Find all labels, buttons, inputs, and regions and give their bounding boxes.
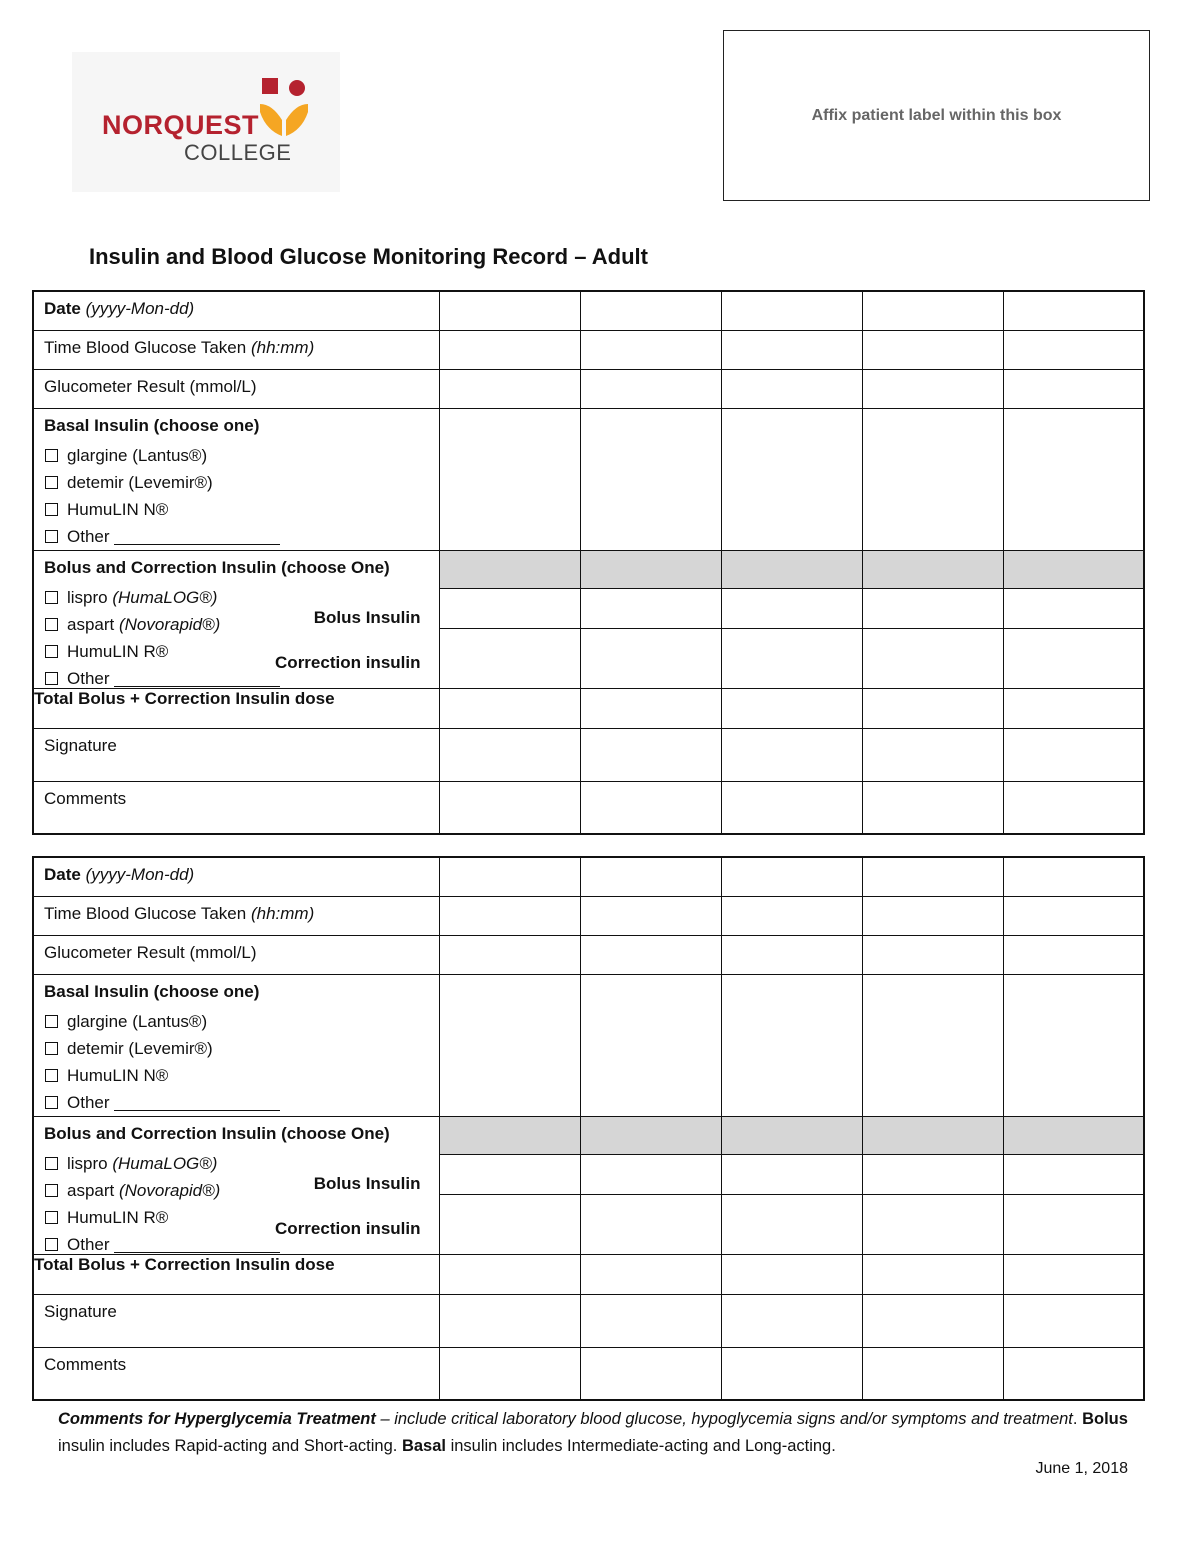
entry-cell[interactable] <box>721 408 862 550</box>
entry-cell[interactable] <box>721 688 862 728</box>
checkbox[interactable] <box>45 1015 58 1028</box>
shaded-cell <box>862 550 1003 588</box>
time-label: Time Blood Glucose Taken (hh:mm) <box>33 330 439 369</box>
entry-cell[interactable] <box>580 1154 721 1194</box>
footer-intro: Comments for Hyperglycemia Treatment <box>58 1410 376 1428</box>
checkbox[interactable] <box>45 591 58 604</box>
entry-cell[interactable] <box>862 896 1003 935</box>
basal-insulin-section <box>33 974 439 1116</box>
entry-cell[interactable] <box>580 781 721 834</box>
entry-cell[interactable] <box>862 1154 1003 1194</box>
entry-cell[interactable] <box>862 857 1003 896</box>
entry-cell[interactable] <box>439 688 580 728</box>
entry-cell[interactable] <box>721 1195 862 1254</box>
entry-cell[interactable] <box>439 1154 580 1194</box>
glucometer-label: Glucometer Result (mmol/L) <box>33 935 439 974</box>
entry-cell[interactable] <box>439 935 580 974</box>
entry-cell[interactable] <box>439 1347 580 1400</box>
signature-label: Signature <box>33 728 439 781</box>
glucometer-label: Glucometer Result (mmol/L) <box>33 369 439 408</box>
entry-cell[interactable] <box>862 781 1003 834</box>
entry-cell[interactable] <box>1003 1154 1144 1194</box>
bolus-option[interactable]: HumuLIN R® <box>44 638 429 665</box>
shaded-cell <box>580 1116 721 1154</box>
entry-cell[interactable] <box>721 1294 862 1347</box>
entry-cell[interactable] <box>721 974 862 1116</box>
patient-label-box <box>723 30 1150 201</box>
entry-cell[interactable] <box>721 781 862 834</box>
checkbox[interactable] <box>45 476 58 489</box>
logo-name: NORQUEST <box>102 110 260 140</box>
entry-cell[interactable] <box>580 291 721 330</box>
total-label: Total Bolus + Correction Insulin dose <box>33 1254 439 1294</box>
entry-cell[interactable] <box>580 369 721 408</box>
checkbox[interactable] <box>45 1069 58 1082</box>
bolus-option[interactable]: HumuLIN R® <box>44 1204 429 1231</box>
entry-cell[interactable] <box>1003 1254 1144 1294</box>
other-blank[interactable] <box>114 1096 280 1111</box>
entry-cell[interactable] <box>862 408 1003 550</box>
basal-option[interactable]: HumuLIN N® <box>44 1062 429 1089</box>
bolus-heading: Bolus and Correction Insulin (choose One) <box>44 557 390 577</box>
other-blank[interactable] <box>114 530 280 545</box>
entry-cell[interactable] <box>862 291 1003 330</box>
bolus-option[interactable]: Other <box>44 1231 429 1258</box>
total-row <box>33 1254 1144 1294</box>
entry-cell[interactable] <box>1003 588 1144 628</box>
entry-cell[interactable] <box>1003 781 1144 834</box>
entry-cell[interactable] <box>862 728 1003 781</box>
footer-basal-word: Basal <box>401 1437 446 1455</box>
entry-cell[interactable] <box>439 728 580 781</box>
entry-cell[interactable] <box>721 857 862 896</box>
entry-cell[interactable] <box>439 330 580 369</box>
entry-cell[interactable] <box>721 1154 862 1194</box>
entry-cell[interactable] <box>721 728 862 781</box>
entry-cell[interactable] <box>580 408 721 550</box>
entry-cell[interactable] <box>1003 629 1144 688</box>
shaded-cell <box>580 550 721 588</box>
checkbox[interactable] <box>45 672 58 685</box>
checkbox[interactable] <box>45 1211 58 1224</box>
entry-cell[interactable] <box>1003 1347 1144 1400</box>
entry-cell[interactable] <box>1003 974 1144 1116</box>
entry-cell[interactable] <box>1003 330 1144 369</box>
entry-cell[interactable] <box>580 1294 721 1347</box>
entry-cell[interactable] <box>439 974 580 1116</box>
basal-option[interactable]: Other <box>44 1089 429 1116</box>
entry-cell[interactable] <box>580 896 721 935</box>
entry-cell[interactable] <box>439 291 580 330</box>
comments-row <box>33 1347 1144 1400</box>
shaded-cell <box>439 1116 580 1154</box>
shaded-cell <box>721 550 862 588</box>
entry-cell[interactable] <box>721 896 862 935</box>
entry-cell[interactable] <box>439 369 580 408</box>
entry-cell[interactable] <box>862 330 1003 369</box>
basal-option[interactable]: detemir (Levemir®) <box>44 1035 429 1062</box>
entry-cell[interactable] <box>721 588 862 628</box>
entry-cell[interactable] <box>439 781 580 834</box>
glucometer-row <box>33 935 1144 974</box>
shaded-cell <box>721 1116 862 1154</box>
entry-cell[interactable] <box>580 330 721 369</box>
entry-cell[interactable] <box>862 688 1003 728</box>
entry-cell[interactable] <box>580 1347 721 1400</box>
correction-insulin-label: Correction insulin <box>275 1218 421 1238</box>
entry-cell[interactable] <box>862 629 1003 688</box>
checkbox[interactable] <box>45 1042 58 1055</box>
basal-row <box>33 408 1144 550</box>
entry-cell[interactable] <box>721 629 862 688</box>
checkbox[interactable] <box>45 618 58 631</box>
entry-cell[interactable] <box>1003 688 1144 728</box>
bolus-insulin-label: Bolus Insulin <box>313 607 421 627</box>
logo-sub: COLLEGE <box>184 140 292 165</box>
entry-cell[interactable] <box>1003 857 1144 896</box>
entry-cell[interactable] <box>1003 408 1144 550</box>
bolus-option[interactable]: aspart (Novorapid®) <box>44 1177 429 1204</box>
total-label: Total Bolus + Correction Insulin dose <box>33 688 439 728</box>
basal-heading: Basal Insulin (choose one) <box>44 415 260 435</box>
entry-cell[interactable] <box>862 935 1003 974</box>
entry-cell[interactable] <box>439 896 580 935</box>
basal-heading: Basal Insulin (choose one) <box>44 981 260 1001</box>
signature-row <box>33 1294 1144 1347</box>
checkbox[interactable] <box>45 530 58 543</box>
entry-cell[interactable] <box>580 935 721 974</box>
entry-cell[interactable] <box>580 728 721 781</box>
entry-cell[interactable] <box>439 1195 580 1254</box>
basal-option[interactable]: detemir (Levemir®) <box>44 469 429 496</box>
bolus-insulin-section <box>33 550 439 688</box>
comments-label: Comments <box>33 1347 439 1400</box>
entry-cell[interactable] <box>439 1254 580 1294</box>
bolus-insulin-label: Bolus Insulin <box>313 1173 421 1193</box>
entry-cell[interactable] <box>580 1195 721 1254</box>
basal-row <box>33 974 1144 1116</box>
checkbox[interactable] <box>45 1157 58 1170</box>
entry-cell[interactable] <box>1003 935 1144 974</box>
entry-cell[interactable] <box>1003 896 1144 935</box>
checkbox[interactable] <box>45 449 58 462</box>
footer-note: Comments for Hyperglycemia Treatment – include critical laboratory blood glucose, hypoglycemia signs and/or symptoms and treatment. Bolus insulin includes Rapid-acting and Short-acting. Basal insulin includes Intermediate-acting and Long-acting. <box>58 1410 1128 1455</box>
entry-cell[interactable] <box>580 588 721 628</box>
entry-cell[interactable] <box>721 935 862 974</box>
date-label: Date (yyyy-Mon-dd) <box>33 857 439 896</box>
entry-cell[interactable] <box>580 688 721 728</box>
entry-cell[interactable] <box>862 1254 1003 1294</box>
patient-label-instructions: Affix patient label within this box <box>811 106 1062 124</box>
revision-date: June 1, 2018 <box>1035 1460 1128 1477</box>
checkbox[interactable] <box>45 645 58 658</box>
entry-cell[interactable] <box>439 629 580 688</box>
bolus-heading: Bolus and Correction Insulin (choose One) <box>44 1123 390 1143</box>
entry-cell[interactable] <box>439 857 580 896</box>
entry-cell[interactable] <box>439 1294 580 1347</box>
bolus-option[interactable]: aspart (Novorapid®) <box>44 611 429 638</box>
basal-option[interactable]: glargine (Lantus®) <box>44 1008 429 1035</box>
entry-cell[interactable] <box>1003 1195 1144 1254</box>
entry-cell[interactable] <box>439 408 580 550</box>
entry-cell[interactable] <box>721 291 862 330</box>
bolus-option[interactable]: lispro (HumaLOG®) <box>44 1150 429 1177</box>
time-row <box>33 896 1144 935</box>
entry-cell[interactable] <box>1003 1294 1144 1347</box>
shaded-cell <box>862 1116 1003 1154</box>
entry-cell[interactable] <box>1003 369 1144 408</box>
norquest-logo <box>72 52 340 192</box>
record-table-2 <box>32 856 1145 1401</box>
footer-bolus-word: Bolus <box>1082 1410 1128 1428</box>
bolus-insulin-section <box>33 1116 439 1254</box>
entry-cell[interactable] <box>862 974 1003 1116</box>
comments-label: Comments <box>33 781 439 834</box>
signature-label: Signature <box>33 1294 439 1347</box>
date-row <box>33 857 1144 896</box>
entry-cell[interactable] <box>580 629 721 688</box>
footer-basal-text: insulin includes Intermediate-acting and Long-acting. <box>445 1437 836 1455</box>
page-title: Insulin and Blood Glucose Monitoring Record – Adult <box>89 244 648 269</box>
entry-cell[interactable] <box>721 330 862 369</box>
bolus-row-shaded <box>33 1116 1144 1154</box>
checkbox[interactable] <box>45 503 58 516</box>
time-row <box>33 330 1144 369</box>
bolus-option[interactable]: Other <box>44 665 429 692</box>
basal-option[interactable]: Other <box>44 523 429 550</box>
footer-bolus-text: insulin includes Rapid-acting and Short-acting. <box>58 1437 402 1455</box>
checkbox[interactable] <box>45 1184 58 1197</box>
entry-cell[interactable] <box>580 974 721 1116</box>
bolus-row-shaded <box>33 550 1144 588</box>
entry-cell[interactable] <box>439 588 580 628</box>
entry-cell[interactable] <box>721 369 862 408</box>
date-row <box>33 291 1144 330</box>
basal-option[interactable]: HumuLIN N® <box>44 496 429 523</box>
entry-cell[interactable] <box>580 1254 721 1294</box>
shaded-cell <box>1003 550 1144 588</box>
entry-cell[interactable] <box>1003 291 1144 330</box>
checkbox[interactable] <box>45 1238 58 1251</box>
date-label: Date (yyyy-Mon-dd) <box>33 291 439 330</box>
shaded-cell <box>439 550 580 588</box>
entry-cell[interactable] <box>862 1347 1003 1400</box>
entry-cell[interactable] <box>721 1254 862 1294</box>
correction-insulin-label: Correction insulin <box>275 652 421 672</box>
total-row <box>33 688 1144 728</box>
entry-cell[interactable] <box>862 1195 1003 1254</box>
entry-cell[interactable] <box>1003 728 1144 781</box>
bolus-option[interactable]: lispro (HumaLOG®) <box>44 584 429 611</box>
comments-row <box>33 781 1144 834</box>
entry-cell[interactable] <box>580 857 721 896</box>
signature-row <box>33 728 1144 781</box>
record-table-1 <box>32 290 1145 835</box>
entry-cell[interactable] <box>862 369 1003 408</box>
basal-option[interactable]: glargine (Lantus®) <box>44 442 429 469</box>
checkbox[interactable] <box>45 1096 58 1109</box>
entry-cell[interactable] <box>862 1294 1003 1347</box>
other-blank[interactable] <box>114 1238 280 1253</box>
footer-dash-text: – include critical laboratory blood glucose, hypoglycemia signs and/or symptoms and treatment <box>375 1410 1073 1428</box>
other-blank[interactable] <box>114 672 280 687</box>
entry-cell[interactable] <box>721 1347 862 1400</box>
shaded-cell <box>1003 1116 1144 1154</box>
time-label: Time Blood Glucose Taken (hh:mm) <box>33 896 439 935</box>
basal-insulin-section <box>33 408 439 550</box>
entry-cell[interactable] <box>862 588 1003 628</box>
glucometer-row <box>33 369 1144 408</box>
